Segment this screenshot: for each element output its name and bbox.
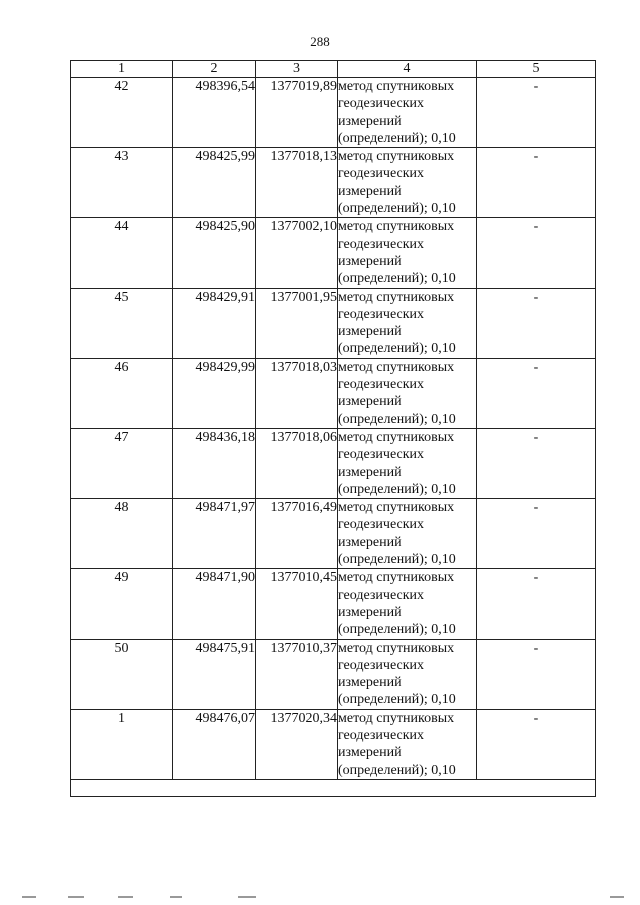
point-number: 44 [71, 218, 173, 288]
coordinate-y: 1377002,10 [256, 218, 338, 288]
empty-cell [71, 779, 596, 796]
method-line: метод спутниковых [338, 359, 455, 375]
table-row [71, 288, 596, 358]
method-line: измерений [338, 394, 402, 410]
table-row [71, 358, 596, 428]
coordinate-y: 1377018,03 [256, 358, 338, 428]
coordinate-y: 1377010,45 [256, 569, 338, 639]
method-line: (определений); 0,10 [338, 762, 456, 778]
method-description [338, 148, 477, 218]
table-row [71, 639, 596, 709]
method-line: метод спутниковых [338, 289, 455, 305]
method-line: геодезических [338, 166, 425, 182]
accuracy-value: - [477, 499, 596, 569]
coordinate-x: 498471,97 [173, 499, 256, 569]
method-line: измерений [338, 464, 402, 480]
method-line: метод спутниковых [338, 79, 455, 94]
header-col-2: 2 [173, 61, 256, 78]
method-line: геодезических [338, 517, 425, 533]
coordinate-x: 498471,90 [173, 569, 256, 639]
coordinate-x: 498429,99 [173, 358, 256, 428]
point-number: 42 [71, 78, 173, 148]
table-row [71, 709, 596, 779]
method-line: (определений); 0,10 [338, 481, 456, 497]
table-body [71, 78, 596, 797]
accuracy-value: - [477, 709, 596, 779]
point-number: 49 [71, 569, 173, 639]
method-line: геодезических [338, 447, 425, 463]
point-number: 43 [71, 148, 173, 218]
method-line: (определений); 0,10 [338, 130, 456, 146]
method-line: геодезических [338, 377, 425, 393]
header-col-3: 3 [256, 61, 338, 78]
method-line: геодезических [338, 657, 425, 673]
method-description [338, 78, 477, 148]
coordinate-x: 498429,91 [173, 288, 256, 358]
method-line: метод спутниковых [338, 710, 455, 726]
accuracy-value: - [477, 148, 596, 218]
accuracy-value: - [477, 569, 596, 639]
table-row [71, 148, 596, 218]
method-line: геодезических [338, 727, 425, 743]
method-line: метод спутниковых [338, 640, 455, 656]
coordinate-y: 1377019,89 [256, 78, 338, 148]
accuracy-value: - [477, 639, 596, 709]
method-description [338, 288, 477, 358]
method-line: измерений [338, 113, 402, 129]
coordinate-y: 1377020,34 [256, 709, 338, 779]
method-line: метод спутниковых [338, 429, 455, 445]
accuracy-value: - [477, 288, 596, 358]
method-line: (определений); 0,10 [338, 622, 456, 638]
point-number: 46 [71, 358, 173, 428]
method-line: метод спутниковых [338, 570, 455, 586]
method-description [338, 639, 477, 709]
method-line: измерений [338, 534, 402, 550]
coordinate-y: 1377018,06 [256, 428, 338, 498]
point-number: 48 [71, 499, 173, 569]
method-description [338, 428, 477, 498]
method-line: метод спутниковых [338, 219, 455, 235]
method-line: геодезических [338, 306, 425, 322]
method-line: измерений [338, 253, 402, 269]
coordinate-x: 498475,91 [173, 639, 256, 709]
coordinate-x: 498436,18 [173, 428, 256, 498]
accuracy-value: - [477, 358, 596, 428]
method-line: (определений); 0,10 [338, 552, 456, 568]
method-line: (определений); 0,10 [338, 271, 456, 287]
method-line: метод спутниковых [338, 500, 455, 516]
empty-row [71, 779, 596, 796]
method-line: измерений [338, 675, 402, 691]
coordinate-y: 1377001,95 [256, 288, 338, 358]
table-header-row [71, 61, 596, 78]
header-col-4: 4 [338, 61, 477, 78]
method-line: измерений [338, 604, 402, 620]
accuracy-value: - [477, 78, 596, 148]
table-row [71, 499, 596, 569]
table-row [71, 428, 596, 498]
coordinate-y: 1377010,37 [256, 639, 338, 709]
coordinate-x: 498476,07 [173, 709, 256, 779]
coordinate-y: 1377018,13 [256, 148, 338, 218]
method-line: геодезических [338, 587, 425, 603]
method-line: измерений [338, 745, 402, 761]
method-line: метод спутниковых [338, 149, 455, 165]
method-line: измерений [338, 324, 402, 340]
method-line: геодезических [338, 236, 425, 252]
method-line: измерений [338, 183, 402, 199]
method-description [338, 358, 477, 428]
coordinate-x: 498396,54 [173, 78, 256, 148]
table-row [71, 218, 596, 288]
point-number: 47 [71, 428, 173, 498]
header-col-5: 5 [477, 61, 596, 78]
method-description [338, 569, 477, 639]
method-description [338, 709, 477, 779]
coordinate-y: 1377016,49 [256, 499, 338, 569]
table-row [71, 569, 596, 639]
scan-artifacts [0, 893, 640, 901]
method-line: (определений); 0,10 [338, 411, 456, 427]
table-row [71, 78, 596, 148]
method-description [338, 499, 477, 569]
header-col-1: 1 [71, 61, 173, 78]
point-number: 50 [71, 639, 173, 709]
point-number: 45 [71, 288, 173, 358]
method-line: (определений); 0,10 [338, 341, 456, 357]
method-line: (определений); 0,10 [338, 201, 456, 217]
method-description [338, 218, 477, 288]
page-number: 288 [310, 34, 330, 49]
accuracy-value: - [477, 428, 596, 498]
method-line: (определений); 0,10 [338, 692, 456, 708]
point-number: 1 [71, 709, 173, 779]
accuracy-value: - [477, 218, 596, 288]
method-line: геодезических [338, 96, 425, 112]
coordinates-table [70, 60, 596, 797]
coordinate-x: 498425,90 [173, 218, 256, 288]
coordinate-x: 498425,99 [173, 148, 256, 218]
